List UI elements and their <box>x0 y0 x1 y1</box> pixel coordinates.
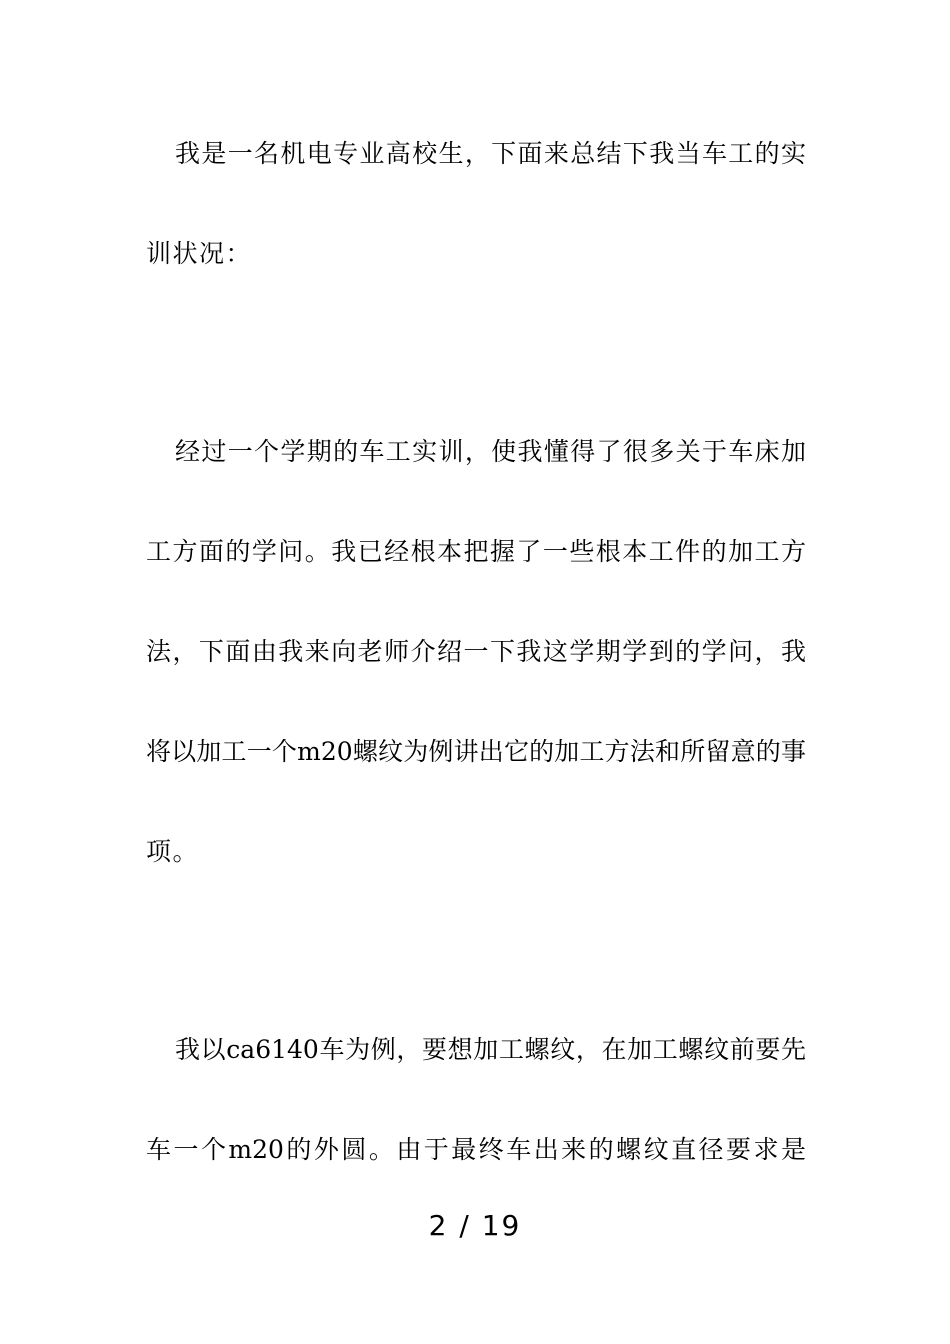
paragraph-2-line-4: 将以加工一个m20螺纹为例讲出它的加工方法和所留意的事 <box>146 737 806 766</box>
paragraph-2-line-5: 项。 <box>146 837 200 866</box>
page-number: 2 / 19 <box>428 1209 522 1242</box>
paragraph-1-line-1: 我是一名机电专业高校生，下面来总结下我当车工的实 <box>175 139 806 168</box>
paragraph-2-line-3: 法，下面由我来向老师介绍一下我这学期学到的学问，我 <box>146 637 806 666</box>
paragraph-3-line-1: 我以ca6140车为例，要想加工螺纹，在加工螺纹前要先 <box>175 1035 806 1064</box>
paragraph-2-line-2: 工方面的学问。我已经根本把握了一些根本工件的加工方 <box>146 537 806 566</box>
paragraph-2-line-1: 经过一个学期的车工实训，使我懂得了很多关于车床加 <box>175 437 806 466</box>
paragraph-1-line-2: 训状况： <box>146 239 253 268</box>
paragraph-3-line-2: 车一个m20的外圆。由于最终车出来的螺纹直径要求是 <box>146 1135 806 1164</box>
